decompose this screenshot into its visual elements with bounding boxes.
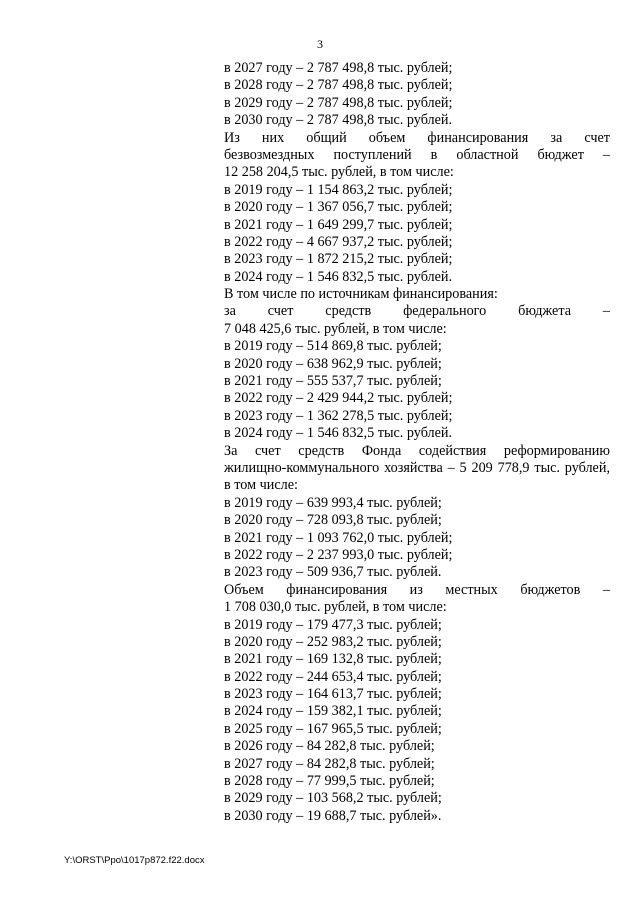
text-line: в 2024 году – 1 546 832,5 тыс. рублей. [224,425,453,442]
file-path-footer: Y:\ORST\Ppo\1017p872.f22.docx [64,855,205,866]
text-line: 1 708 030,0 тыс. рублей, в том числе: [224,599,447,616]
text-line: 12 258 204,5 тыс. рублей, в том числе: [224,164,454,181]
text-line: в 2021 году – 1 649 299,7 тыс. рублей; [224,216,453,233]
text-line: в 2022 году – 4 667 937,2 тыс. рублей; [224,233,453,250]
text-line: в 2028 году – 2 787 498,8 тыс. рублей; [224,77,453,94]
text-line: в 2019 году – 1 154 863,2 тыс. рублей; [224,181,453,198]
text-line: в 2023 году – 1 362 278,5 тыс. рублей; [224,407,453,424]
text-line: в 2024 году – 159 382,1 тыс. рублей; [224,703,442,720]
page-number: 3 [317,37,323,51]
text-line: в 2019 году – 179 477,3 тыс. рублей; [224,616,442,633]
text-line: в 2020 году – 1 367 056,7 тыс. рублей; [224,199,453,216]
text-line: в 2019 году – 514 869,8 тыс. рублей; [224,338,442,355]
text-line: За счет средств Фонда содействия реформированию [224,442,610,459]
text-line: в 2025 году – 167 965,5 тыс. рублей; [224,720,442,737]
text-line: Объем финансирования из местных бюджетов – [224,581,610,598]
text-line: Из них общий объем финансирования за счет [224,129,610,146]
text-line: в 2020 году – 638 962,9 тыс. рублей; [224,355,442,372]
text-line: в 2020 году – 252 983,2 тыс. рублей; [224,633,442,650]
text-line: в 2022 году – 2 429 944,2 тыс. рублей; [224,390,453,407]
document-body [224,60,610,825]
text-line: жилищно-коммунального хозяйства – 5 209 778,9 тыс. рублей, [224,459,610,476]
text-line: в 2019 году – 639 993,4 тыс. рублей; [224,494,442,511]
text-line: В том числе по источникам финансирования: [224,286,498,303]
text-line: в 2026 году – 84 282,8 тыс. рублей; [224,738,435,755]
text-line: в том числе: [224,477,298,494]
text-line: в 2023 году – 164 613,7 тыс. рублей; [224,686,442,703]
text-line: в 2021 году – 555 537,7 тыс. рублей; [224,373,442,390]
text-line: в 2029 году – 103 568,2 тыс. рублей; [224,790,442,807]
text-line: в 2027 году – 84 282,8 тыс. рублей; [224,755,435,772]
text-line: в 2030 году – 19 688,7 тыс. рублей». [224,807,442,824]
text-line: в 2023 году – 509 936,7 тыс. рублей. [224,564,442,581]
text-line: безвозмездных поступлений в областной бюджет – [224,146,610,163]
text-line: за счет средств федерального бюджета – [224,303,610,320]
text-line: в 2024 году – 1 546 832,5 тыс. рублей. [224,268,453,285]
text-line: в 2020 году – 728 093,8 тыс. рублей; [224,512,442,529]
text-line: в 2023 году – 1 872 215,2 тыс. рублей; [224,251,453,268]
text-line: в 2027 году – 2 787 498,8 тыс. рублей; [224,60,453,76]
text-line: в 2028 году – 77 999,5 тыс. рублей; [224,773,435,790]
text-line: в 2021 году – 1 093 762,0 тыс. рублей; [224,529,453,546]
text-line: в 2021 году – 169 132,8 тыс. рублей; [224,651,442,668]
text-line: в 2029 году – 2 787 498,8 тыс. рублей; [224,94,453,111]
text-line: 7 048 425,6 тыс. рублей, в том числе: [224,320,447,337]
text-line: в 2022 году – 244 653,4 тыс. рублей; [224,668,442,685]
text-line: в 2030 году – 2 787 498,8 тыс. рублей. [224,112,453,129]
text-line: в 2022 году – 2 237 993,0 тыс. рублей; [224,546,453,563]
